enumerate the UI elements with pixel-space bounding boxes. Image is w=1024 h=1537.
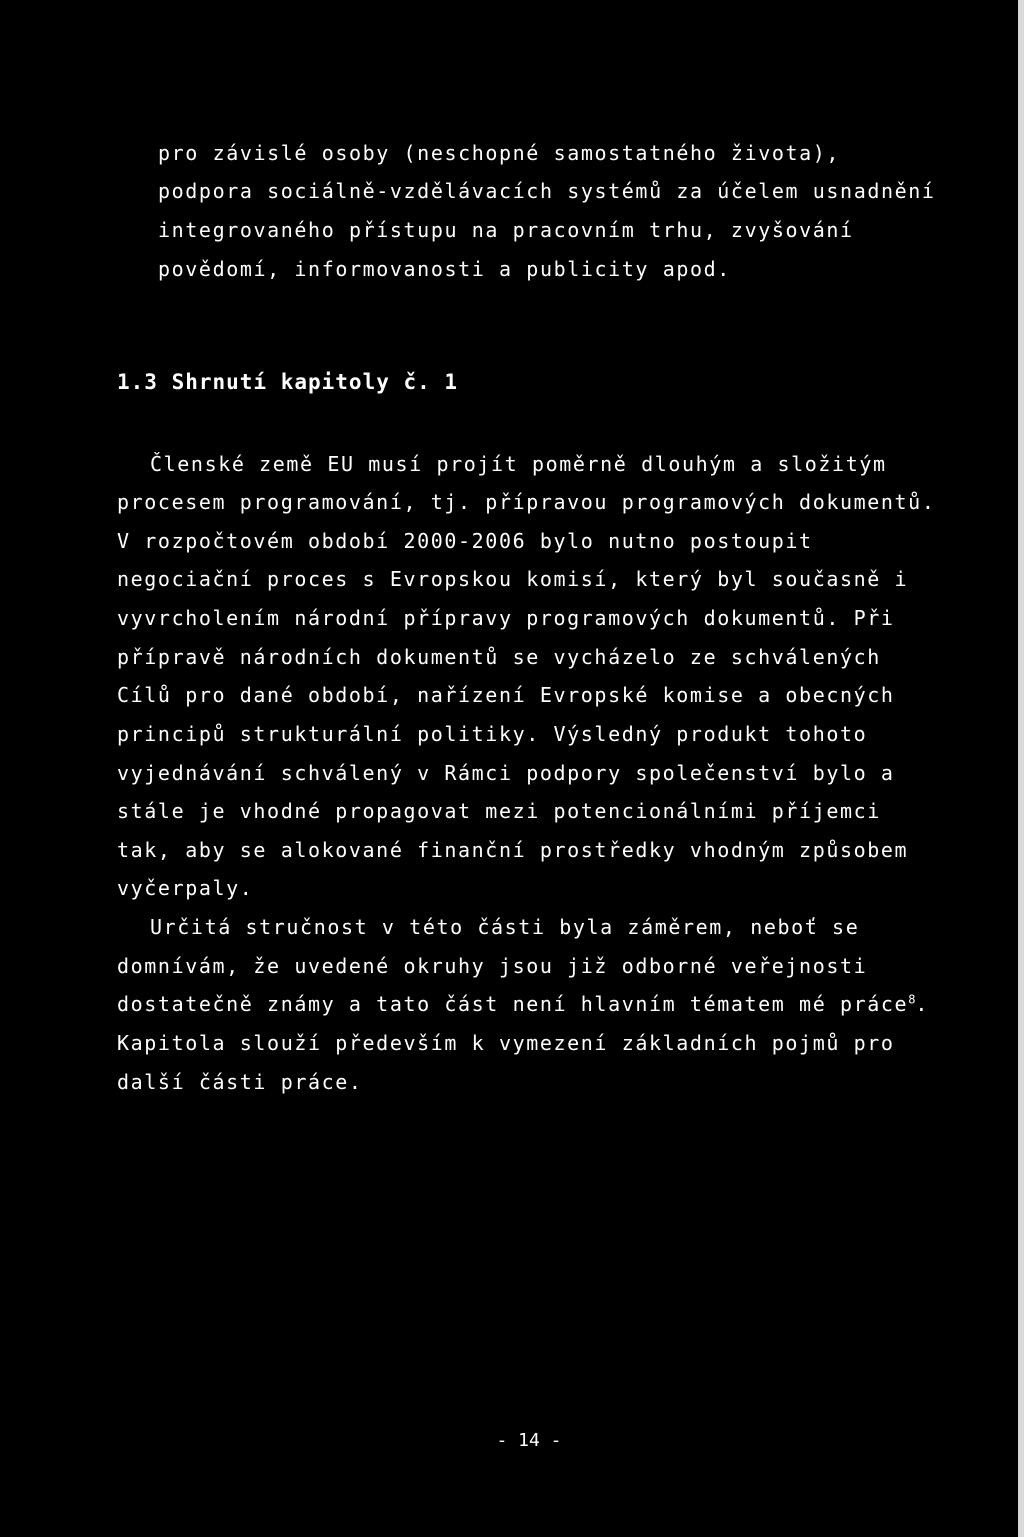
intro-line: pro závislé osoby (neschopné samostatného života),	[158, 141, 841, 165]
paragraph-line: stále je vhodné propagovat mezi potencionálními příjemci	[117, 799, 881, 823]
paragraph-line: vyčerpaly.	[117, 876, 254, 900]
paragraph-line: Členské země EU musí projít poměrně dlouhým a složitým	[150, 452, 887, 476]
paragraph-line: Kapitola slouží především k vymezení základních pojmů pro	[117, 1031, 895, 1055]
paragraph-line: tak, aby se alokované finanční prostředky vhodným způsobem	[117, 838, 909, 862]
paragraph-line: principů strukturální politiky. Výsledný produkt tohoto	[117, 722, 868, 746]
paragraph-line: negociační proces s Evropskou komisí, který byl současně i	[117, 567, 909, 591]
section-heading: 1.3 Shrnutí kapitoly č. 1	[117, 370, 459, 394]
paragraph-line-with-footnote	[117, 991, 929, 1017]
paragraph-line: procesem programování, tj. přípravou programových dokumentů.	[117, 490, 936, 514]
intro-line: povědomí, informovanosti a publicity apod.	[158, 257, 731, 281]
footnote-trailing-punctuation: .	[915, 992, 930, 1016]
intro-line: podpora sociálně-vzdělávacích systémů za účelem usnadnění	[158, 179, 936, 203]
paragraph-line: vyvrcholením národní přípravy programových dokumentů. Při	[117, 606, 895, 630]
footnote-reference: 8	[908, 992, 916, 1007]
paragraph-line: Cílů pro dané období, nařízení Evropské komise a obecných	[117, 683, 895, 707]
intro-line: integrovaného přístupu na pracovním trhu, zvyšování	[158, 218, 854, 242]
page-edge	[1018, 0, 1024, 1537]
paragraph-line: další části práce.	[117, 1070, 363, 1094]
paragraph-line: vyjednávání schválený v Rámci podpory společenství bylo a	[117, 761, 895, 785]
paragraph-line-text: dostatečně známy a tato část není hlavním tématem mé práce	[117, 992, 909, 1016]
page-number: - 14 -	[496, 1430, 562, 1451]
paragraph-line: V rozpočtovém období 2000-2006 bylo nutno postoupit	[117, 529, 813, 553]
paragraph-line: Určitá stručnost v této části byla záměrem, neboť se	[150, 915, 860, 939]
paragraph-line: přípravě národních dokumentů se vycházelo ze schválených	[117, 645, 881, 669]
paragraph-line: domnívám, že uvedené okruhy jsou již odborné veřejnosti	[117, 954, 868, 978]
